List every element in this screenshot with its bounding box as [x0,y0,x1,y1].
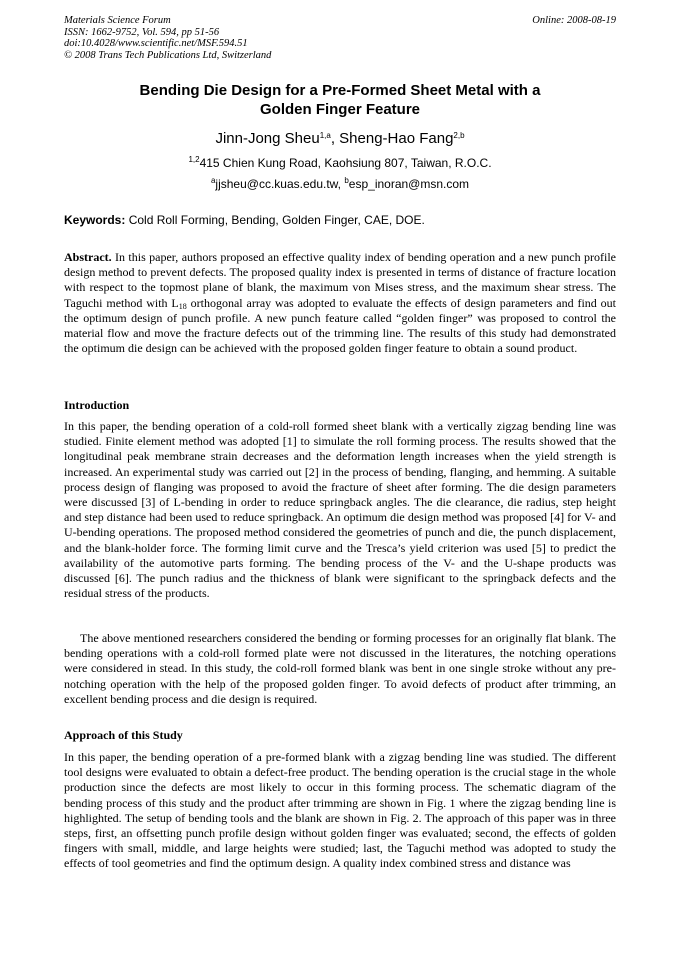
online-date: Online: 2008-08-19 [532,15,616,26]
affiliation [64,156,616,171]
affiliation-marker: 1,2 [188,155,200,164]
paper-title [64,81,616,119]
author-1: Jinn-Jong Sheu [215,130,320,147]
journal-name: Materials Science Forum [64,15,171,26]
email-a[interactable]: jjsheu@cc.kuas.edu.tw, [215,177,345,191]
abstract-label: Abstract. [64,250,112,264]
journal-header [64,15,616,61]
author-2: Sheng-Hao Fang [339,130,454,147]
author-emails [64,177,616,192]
approach-paragraph-1: In this paper, the bending operation of a pre-formed blank with a zigzag bending line was studied. The different tool designs were evaluated to obtain a defect-free product. The bending operation is the crucial stage in the whole production since the defects are most likely to occur in this forming process. The schematic diagram of the bending process of this study and the product after trimming are shown in Fig. 1 where the zigzag bending line is highlighted. The setup of bending tools and the blank are shown in Fig. 2. The approach of this paper was in three steps, first, an offsetting punch profile design without golden finger was evaluated; second, the effects of golden fingers with small, middle, and large heights were studied; last, the Taguchi method was adopted to study the effects of tool geometries and find the optimum design. A quality index combined stress and distance was [64,750,616,871]
email-a-marker: a [210,176,216,185]
author-2-affil: 2,b [453,131,465,140]
author-separator: , [330,130,340,147]
keywords-text: Cold Roll Forming, Bending, Golden Finger, CAE, DOE. [125,213,425,227]
copyright-line: © 2008 Trans Tech Publications Ltd, Switzerland [64,49,272,61]
approach-heading: Approach of this Study [64,728,183,742]
abstract-text-2: orthogonal array was adopted to evaluate the effects of design parameters and find out the optimum design of punch profile. A new punch feature called “golden finger” was proposed to control the material flow and move the fracture defects out of the trimming line. The results of this study had demonstrated the optimum die design can be achieved with the proposed golden finger feature to obtain a sound product. [64,295,616,356]
introduction-paragraph-2-text: The above mentioned researchers considered the bending or forming processes for an originally flat blank. The bending operations with a cold-roll formed plate were not discussed in the literatures, the notching operations were considered in stead. In this study, the cold-roll formed blank was bent in one single stroke without any pre-notching operation with the help of the proposed golden finger. To avoid defects of product after trimming, an excellent bending process and die design is required. [64,631,616,706]
abstract-text-1: In this paper, authors proposed an effective quality index of bending operation and a new punch profile design method to prevent defects. The proposed quality index is presented in terms of distance of fracture location with respect to the topmost plane of blank, the maximum von Mises stress, and the maximum shear stress. The Taguchi method with L [64,250,616,310]
introduction-paragraph-1: In this paper, the bending operation of a cold-roll formed sheet blank with a vertically zigzag bending line was studied. Finite element method was adopted [1] to simulate the roll forming process. The results showed that the longitudinal peak membrane strain decreases and the deformation length increases when the yield strength is increased. An experimental study was carried out [2] in the process of bending, flanging, and hemming. A suitable process design of flanging was proposed to avoid the fracture of sheet after forming. The die design parameters were discussed [3] of L-bending in order to reduce springback angles. The die clearance, die radius, step height and step distance had been used to reduce springback. An optimum die design method was proposed [4] for V- and U-bending operations. The proposed method considered the geometries of punch and die, the punch displacement, and the blank-holder force. The forming limit curve and the Tresca’s yield criterion was used [5] to predict the availability of the automotive parts forming. The bending process of the V- and the U-shape products was discussed [6]. The punch radius and the thickness of blank were significant to the springback defects and the residual stress of the products. [64,419,616,601]
abstract-subscript: 18 [178,301,187,311]
email-b[interactable]: esp_inoran@msn.com [348,177,470,191]
author-list [64,130,616,148]
author-1-affil: 1,a [319,131,331,140]
issn-line: ISSN: 1662-9752, Vol. 594, pp 51-56 [64,26,220,38]
introduction-heading: Introduction [64,398,130,412]
affiliation-address: 415 Chien Kung Road, Kaohsiung 807, Taiwan, R.O.C. [199,156,492,170]
title-line-1: Bending Die Design for a Pre-Formed Sheet Metal with a [139,82,541,99]
keywords-label: Keywords: [64,213,126,227]
introduction-paragraph-2 [64,631,616,707]
keywords [64,213,616,228]
email-b-marker: b [344,176,349,185]
doi-line: doi:10.4028/www.scientific.net/MSF.594.51 [64,38,248,50]
title-line-2: Golden Finger Feature [259,101,421,118]
abstract [64,250,616,356]
